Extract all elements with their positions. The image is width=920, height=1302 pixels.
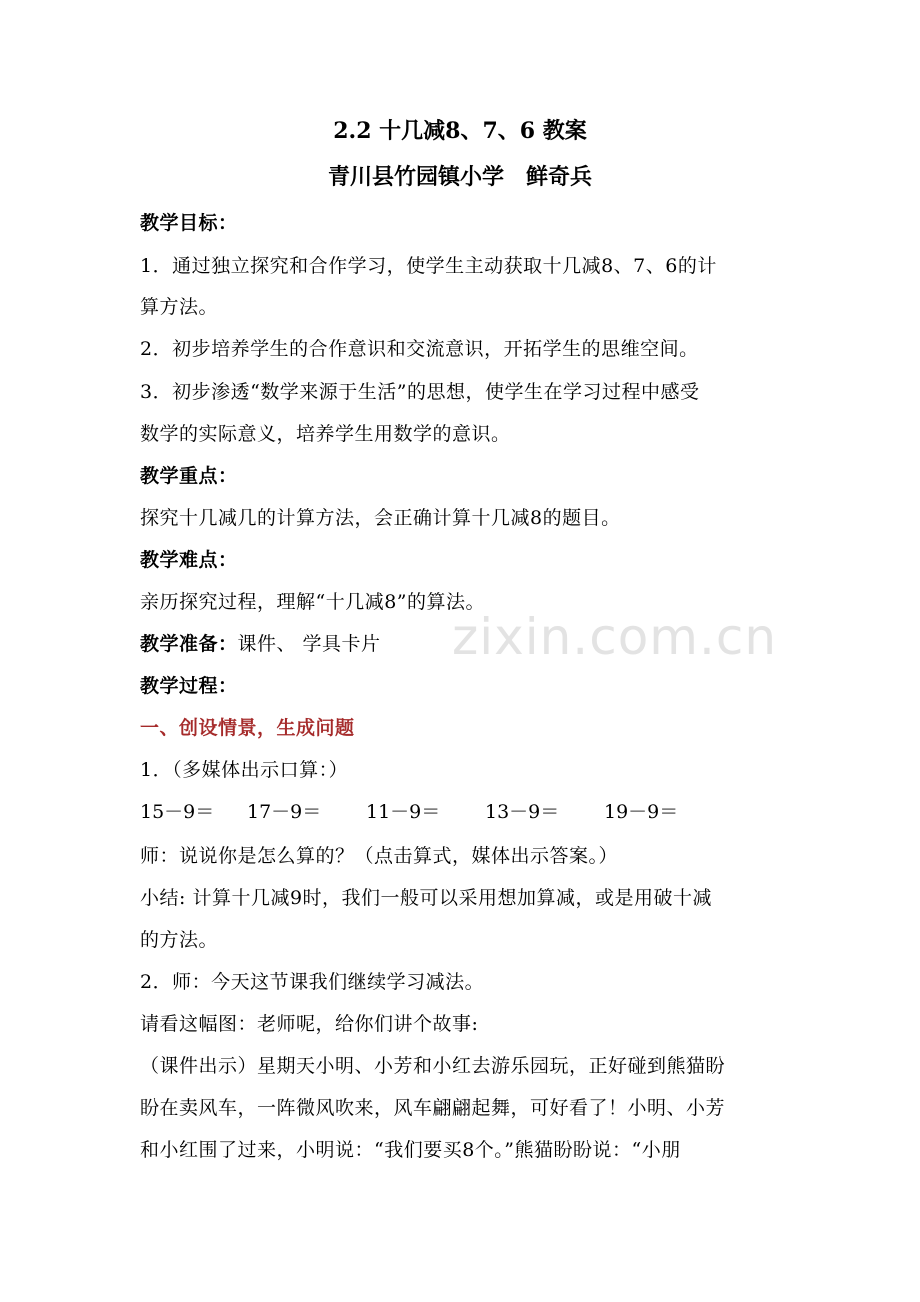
step-2: 2．师：今天这节课我们继续学习减法。: [140, 971, 485, 993]
prep-text: 课件、 学具卡片: [237, 633, 381, 655]
story-line: 和小红围了过来，小明说：“我们要买8个。”熊猫盼盼说：“小朋: [140, 1139, 681, 1161]
summary-line: 的方法。: [140, 929, 219, 951]
step-1: 1．（多媒体出示口算：）: [140, 759, 349, 781]
teacher-question: 师：说说你是怎么算的？（点击算式，媒体出示答案。）: [140, 845, 619, 867]
process-heading: 教学过程：: [140, 675, 238, 697]
story-line: 盼在卖风车，一阵微风吹来，风车翩翩起舞，可好看了！小明、小芳: [140, 1097, 726, 1119]
goals-heading: 教学目标：: [140, 212, 238, 234]
look-text: 请看这幅图：老师呢，给你们讲个故事:: [140, 1013, 479, 1035]
difficulty-text: 亲历探究过程，理解“十几减8”的算法。: [140, 591, 486, 613]
goal-line: 算方法。: [140, 296, 219, 318]
summary-line: 小结: 计算十几减9时，我们一般可以采用想加算减，或是用破十减: [140, 887, 713, 909]
key-text: 探究十几减几的计算方法，会正确计算十几减8的题目。: [140, 507, 621, 529]
story-line: （课件出示）星期天小明、小芳和小红去游乐园玩，正好碰到熊猫盼: [140, 1055, 726, 1077]
expression: 11－9＝: [366, 801, 441, 823]
expression: 19－9＝: [604, 801, 679, 823]
expression: 15－9＝: [140, 801, 215, 823]
expression-row: [140, 799, 790, 825]
goal-line: 2．初步培养学生的合作意识和交流意识，开拓学生的思维空间。: [140, 338, 699, 360]
watermark: zixin.com.cn: [452, 608, 778, 666]
difficulty-heading: 教学难点：: [140, 549, 238, 571]
expression: 17－9＝: [247, 801, 322, 823]
document-subtitle: 青川县竹园镇小学 鲜奇兵: [327, 164, 592, 190]
goal-line: 1．通过独立探究和合作学习，使学生主动获取十几减8、7、6的计: [140, 255, 717, 277]
goal-line: 3．初步渗透“数学来源于生活”的思想，使学生在学习过程中感受: [140, 381, 700, 403]
section-heading: 一、创设情景，生成问题: [140, 717, 355, 739]
goal-line: 数学的实际意义，培养学生用数学的意识。: [140, 423, 511, 445]
prep-heading: 教学准备：: [140, 633, 238, 655]
key-heading: 教学重点：: [140, 465, 238, 487]
prep-line: [140, 631, 790, 657]
expression: 13－9＝: [485, 801, 560, 823]
document-title: 2.2 十几减8、7、6 教案: [333, 118, 587, 144]
